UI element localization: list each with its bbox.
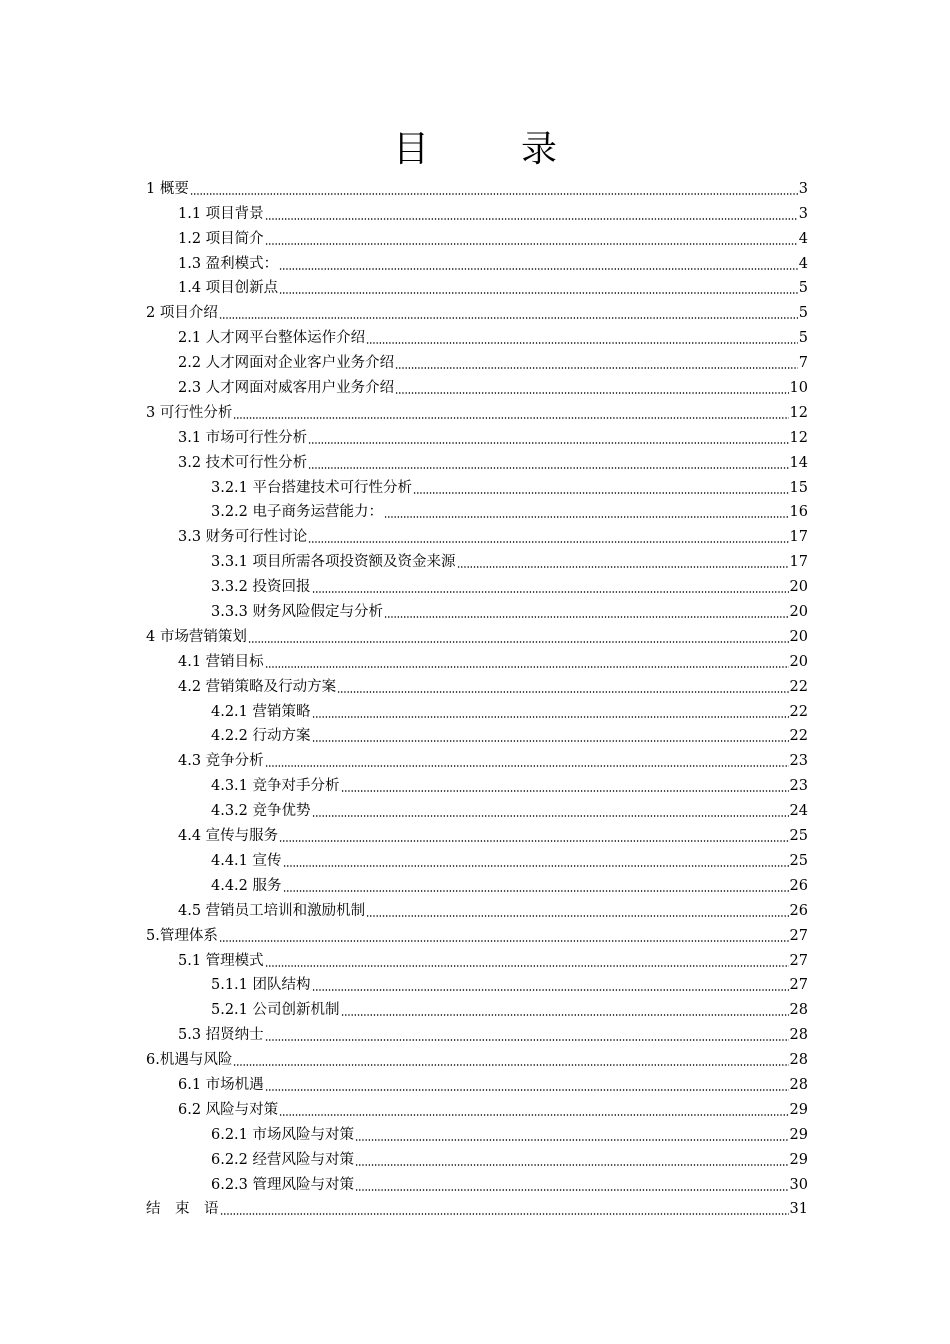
toc-entry-label: 4 市场营销策划 [146, 628, 247, 645]
toc-entry[interactable] [146, 1020, 808, 1045]
toc-entry-label: 3.3 财务可行性讨论 [178, 529, 308, 546]
toc-entry-page-number: 22 [789, 728, 808, 745]
dot-leader [312, 989, 789, 991]
toc-entry-page-number: 20 [789, 653, 808, 670]
toc-entry-page-number: 25 [789, 852, 808, 869]
toc-entry[interactable] [146, 647, 808, 672]
toc-entry-label: 6.2 风险与对策 [178, 1101, 279, 1118]
toc-entry-label: 3.2 技术可行性分析 [178, 454, 308, 471]
dot-leader [279, 292, 798, 294]
toc-entry-label: 4.4.1 宣传 [211, 852, 282, 869]
toc-entry-page-number: 27 [789, 952, 808, 969]
dot-leader [265, 765, 789, 767]
page-title: 目 录 [392, 129, 585, 170]
toc-entry-label: 6.2.3 管理风险与对策 [211, 1176, 355, 1193]
toc-entry[interactable] [146, 423, 808, 448]
toc-entry-label: 5.管理体系 [146, 927, 218, 944]
toc-entry[interactable] [146, 1095, 808, 1120]
dot-leader [312, 591, 789, 593]
dot-leader [355, 1139, 789, 1141]
toc-entry[interactable] [146, 199, 808, 224]
toc-entry[interactable] [146, 522, 808, 547]
toc-entry-label: 1.4 项目创新点 [178, 280, 279, 297]
dot-leader [265, 666, 789, 668]
toc-entry[interactable] [146, 722, 808, 747]
toc-entry[interactable] [146, 746, 808, 771]
dot-leader [219, 940, 789, 942]
dot-leader [308, 467, 788, 469]
toc-entry[interactable] [146, 971, 808, 996]
toc-entry-page-number: 12 [789, 429, 808, 446]
dot-leader [384, 616, 789, 618]
dot-leader [341, 790, 789, 792]
dot-leader [265, 1039, 789, 1041]
toc-entry-page-number: 23 [789, 778, 808, 795]
dot-leader [265, 1089, 789, 1091]
toc-entry[interactable] [146, 946, 808, 971]
toc-entry[interactable] [146, 796, 808, 821]
dot-leader [457, 566, 789, 568]
toc-entry-label: 2.1 人才网平台整体运作介绍 [178, 330, 366, 347]
dot-leader [220, 1213, 789, 1215]
toc-entry-label: 3 可行性分析 [146, 404, 233, 421]
dot-leader [366, 915, 788, 917]
toc-entry[interactable] [146, 572, 808, 597]
toc-entry-page-number: 28 [789, 1002, 808, 1019]
toc-entry-page-number: 5 [798, 280, 808, 297]
toc-entry-label: 4.5 营销员工培训和激励机制 [178, 902, 366, 919]
dot-leader [248, 641, 789, 643]
dot-leader [265, 965, 789, 967]
toc-entry[interactable] [146, 448, 808, 473]
toc-entry[interactable] [146, 1170, 808, 1195]
toc-entry[interactable] [146, 896, 808, 921]
toc-entry-page-number: 7 [798, 355, 808, 372]
toc-entry[interactable] [146, 298, 808, 323]
toc-entry-label: 4.4 宣传与服务 [178, 828, 279, 845]
dot-leader [265, 243, 798, 245]
toc-entry[interactable] [146, 473, 808, 498]
toc-entry-page-number: 16 [789, 504, 808, 521]
toc-entry-label: 2.3 人才网面对威客用户业务介绍 [178, 380, 395, 397]
toc-entry-page-number: 27 [789, 927, 808, 944]
toc-entry[interactable] [146, 1070, 808, 1095]
toc-entry[interactable] [146, 323, 808, 348]
dot-leader [337, 691, 788, 693]
toc-entry-page-number: 28 [789, 1076, 808, 1093]
toc-entry-label: 6.2.1 市场风险与对策 [211, 1126, 355, 1143]
dot-leader [190, 193, 798, 195]
toc-entry-label: 5.2.1 公司创新机制 [211, 1002, 340, 1019]
toc-entry-label: 6.2.2 经营风险与对策 [211, 1151, 355, 1168]
toc-entry-page-number: 20 [789, 628, 808, 645]
toc-entry[interactable] [146, 672, 808, 697]
dot-leader [341, 1014, 789, 1016]
toc-entry-page-number: 3 [798, 205, 808, 222]
toc-entry[interactable] [146, 249, 808, 274]
toc-entry-page-number: 15 [789, 479, 808, 496]
dot-leader [395, 367, 798, 369]
toc-entry-page-number: 22 [789, 678, 808, 695]
toc-entry-label: 5.1 管理模式 [178, 952, 264, 969]
toc-entry-page-number: 27 [789, 977, 808, 994]
dot-leader [312, 815, 789, 817]
toc-entry-label: 3.3.1 项目所需各项投资额及资金来源 [211, 554, 456, 571]
dot-leader [312, 716, 789, 718]
toc-entry-label: 3.3.3 财务风险假定与分析 [211, 604, 384, 621]
dot-leader [395, 392, 788, 394]
toc-entry-label: 3.2.2 电子商务运营能力： [211, 504, 384, 521]
toc-entry-label: 6.1 市场机遇 [178, 1076, 264, 1093]
toc-entry-label: 3.2.1 平台搭建技术可行性分析 [211, 479, 413, 496]
dot-leader [265, 218, 798, 220]
toc-entry[interactable] [146, 348, 808, 373]
dot-leader [233, 417, 788, 419]
toc-entry-label: 1.3 盈利模式： [178, 255, 279, 272]
toc-entry-page-number: 17 [789, 554, 808, 571]
toc-entry-page-number: 4 [798, 230, 808, 247]
toc-entry-page-number: 31 [789, 1201, 808, 1218]
toc-entry-page-number: 26 [789, 902, 808, 919]
toc-entry-label: 3.3.2 投资回报 [211, 579, 311, 596]
toc-entry[interactable] [146, 771, 808, 796]
dot-leader [279, 1114, 788, 1116]
dot-leader [283, 890, 789, 892]
toc-entry-label: 4.4.2 服务 [211, 877, 282, 894]
toc-entry-page-number: 29 [789, 1101, 808, 1118]
toc-entry-label: 4.2.1 营销策略 [211, 703, 311, 720]
toc-entry-page-number: 3 [798, 180, 808, 197]
toc-entry-page-number: 28 [789, 1027, 808, 1044]
toc-entry-label: 5.3 招贤纳士 [178, 1027, 264, 1044]
toc-entry-page-number: 20 [789, 579, 808, 596]
dot-leader [355, 1164, 789, 1166]
dot-leader [279, 268, 798, 270]
toc-entry[interactable] [146, 174, 808, 199]
toc-entry-label: 1.2 项目简介 [178, 230, 264, 247]
toc-entry-label: 4.3 竞争分析 [178, 753, 264, 770]
toc-entry-page-number: 25 [789, 828, 808, 845]
toc-entry[interactable] [146, 597, 808, 622]
table-of-contents [146, 174, 808, 1219]
dot-leader [308, 442, 788, 444]
dot-leader [312, 740, 789, 742]
toc-entry-label: 4.1 营销目标 [178, 653, 264, 670]
toc-entry[interactable] [146, 398, 808, 423]
toc-entry-label: 5.1.1 团队结构 [211, 977, 311, 994]
toc-entry-page-number: 5 [798, 330, 808, 347]
toc-entry[interactable] [146, 498, 808, 523]
dot-leader [279, 840, 788, 842]
toc-entry-label: 4.3.2 竞争优势 [211, 803, 311, 820]
toc-entry[interactable] [146, 622, 808, 647]
toc-entry-page-number: 5 [798, 305, 808, 322]
toc-entry-label: 4.2 营销策略及行动方案 [178, 678, 337, 695]
toc-entry[interactable] [146, 921, 808, 946]
toc-entry-page-number: 29 [789, 1151, 808, 1168]
toc-entry[interactable] [146, 821, 808, 846]
dot-leader [355, 1189, 789, 1191]
toc-entry-label: 4.3.1 竞争对手分析 [211, 778, 340, 795]
toc-entry[interactable] [146, 1045, 808, 1070]
toc-entry[interactable] [146, 1120, 808, 1145]
toc-entry[interactable] [146, 846, 808, 871]
toc-entry-page-number: 29 [789, 1126, 808, 1143]
toc-entry-page-number: 17 [789, 529, 808, 546]
toc-entry-page-number: 4 [798, 255, 808, 272]
toc-entry-label: 2 项目介绍 [146, 305, 218, 322]
toc-entry-page-number: 10 [789, 380, 808, 397]
toc-entry-label: 3.1 市场可行性分析 [178, 429, 308, 446]
toc-entry[interactable] [146, 274, 808, 299]
dot-leader [308, 541, 788, 543]
toc-entry-page-number: 24 [789, 803, 808, 820]
dot-leader [219, 317, 798, 319]
toc-entry-page-number: 22 [789, 703, 808, 720]
toc-entry[interactable] [146, 547, 808, 572]
toc-entry-label: 1.1 项目背景 [178, 205, 264, 222]
toc-entry-page-number: 14 [789, 454, 808, 471]
toc-entry[interactable] [146, 871, 808, 896]
dot-leader [413, 492, 789, 494]
toc-entry[interactable] [146, 1195, 808, 1220]
dot-leader [384, 516, 789, 518]
toc-entry[interactable] [146, 995, 808, 1020]
toc-entry[interactable] [146, 224, 808, 249]
dot-leader [366, 342, 798, 344]
toc-entry-page-number: 30 [789, 1176, 808, 1193]
toc-entry-label: 结 束 语 [146, 1201, 219, 1218]
toc-entry-page-number: 20 [789, 604, 808, 621]
toc-entry-page-number: 28 [789, 1052, 808, 1069]
toc-entry-page-number: 23 [789, 753, 808, 770]
toc-entry[interactable] [146, 1145, 808, 1170]
toc-entry[interactable] [146, 697, 808, 722]
toc-entry-label: 4.2.2 行动方案 [211, 728, 311, 745]
toc-entry-label: 6.机遇与风险 [146, 1052, 233, 1069]
toc-entry-label: 2.2 人才网面对企业客户业务介绍 [178, 355, 395, 372]
toc-entry[interactable] [146, 373, 808, 398]
dot-leader [283, 865, 789, 867]
toc-entry-label: 1 概要 [146, 180, 189, 197]
toc-entry-page-number: 26 [789, 877, 808, 894]
toc-entry-page-number: 12 [789, 404, 808, 421]
dot-leader [233, 1064, 788, 1066]
